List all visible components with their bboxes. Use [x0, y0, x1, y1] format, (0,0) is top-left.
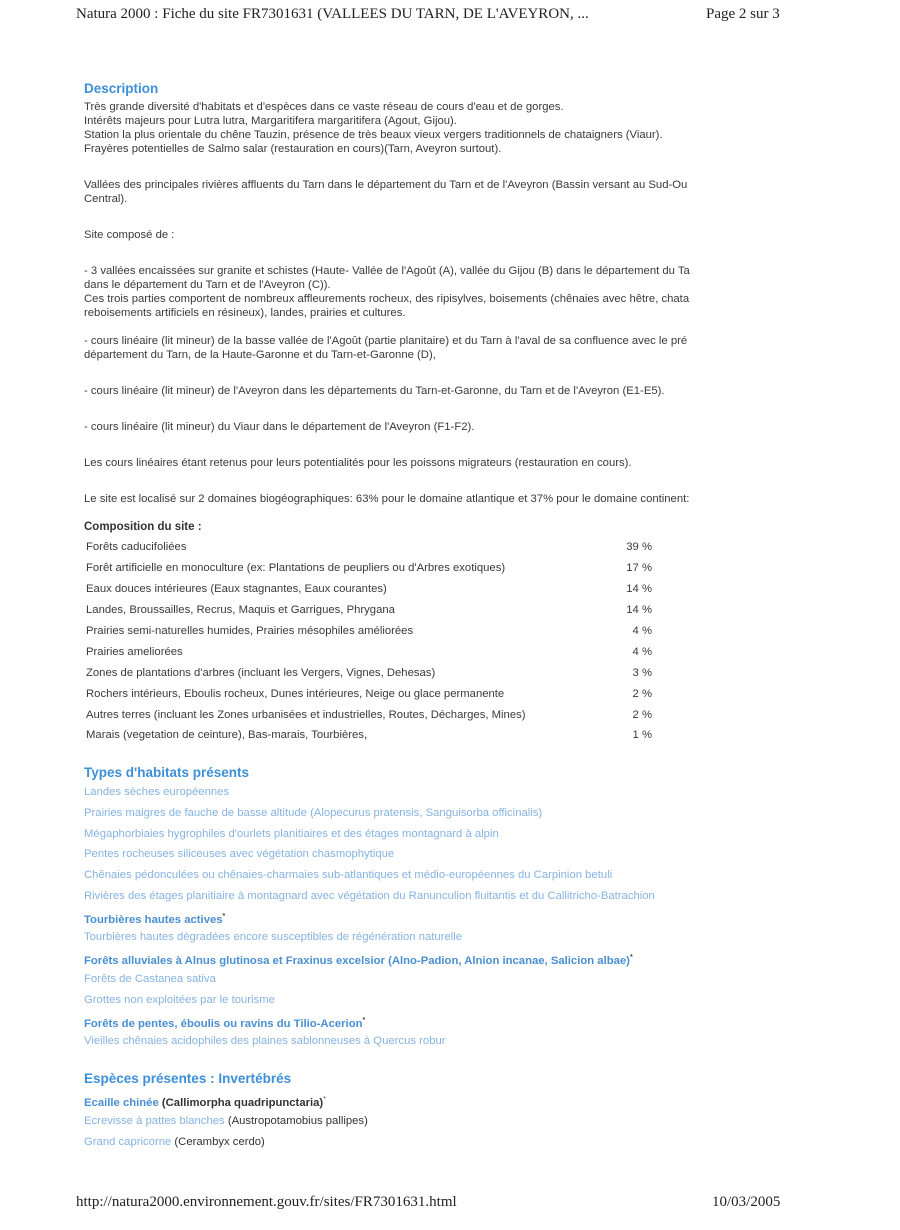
paragraph-domaines: Le site est localisé sur 2 domaines biogéographiques: 63% pour le domaine atlantique et 37% pour le domaine continent: — [84, 493, 690, 505]
site-compose-label: Site composé de : — [84, 229, 175, 241]
habitat-link[interactable]: Landes sèches européennes — [84, 785, 230, 798]
habitat-link-priority[interactable]: Tourbières hautes actives* — [84, 912, 226, 926]
composition-percent: 2 % — [632, 708, 652, 721]
table-row — [86, 683, 652, 704]
composition-label: Zones de plantations d'arbres (incluant les Vergers, Vignes, Dehesas) — [86, 666, 436, 679]
habitat-link-priority[interactable]: Forêts de pentes, éboulis ou ravins du Tilio-Acerion* — [84, 1016, 366, 1030]
table-row — [86, 621, 652, 642]
spacer — [84, 170, 794, 178]
paragraph-aveyron: - cours linéaire (lit mineur) de l'Aveyron dans les départements du Tarn-et-Garonne, du Tarn et de l'Aveyron (E1-E5). — [84, 385, 665, 397]
table-row — [86, 600, 652, 621]
composition-percent: 1 % — [632, 729, 652, 742]
species-scientific-name: (Cerambyx cerdo) — [174, 1135, 265, 1148]
priority-marker: * — [323, 1096, 326, 1104]
habitat-link[interactable]: Mégaphorbiaies hygrophiles d'ourlets planitiaires et des étages montagnard à alpin — [84, 827, 499, 840]
priority-marker: * — [362, 1016, 366, 1024]
description-line: Frayères potentielles de Salmo salar (restauration en cours)(Tarn, Aveyron surtout). — [84, 143, 502, 155]
print-footer-url: http://natura2000.environnement.gouv.fr/sites/FR7301631.html — [76, 1194, 457, 1210]
habitats-heading: Types d'habitats présents — [84, 764, 250, 780]
species-item — [84, 1090, 794, 1111]
composition-percent: 39 % — [626, 541, 652, 554]
composition-table — [86, 537, 652, 746]
table-row — [86, 725, 652, 746]
spacer — [84, 484, 794, 492]
composition-label: Landes, Broussailles, Recrus, Maquis et Garrigues, Phrygana — [86, 604, 395, 617]
spacer — [84, 320, 794, 334]
print-footer — [0, 1194, 900, 1216]
paragraph-agout: - cours linéaire (lit mineur) de la basse vallée de l'Agoût (partie planitaire) et du Tarn à l'aval de sa confluence avec le pré — [84, 335, 688, 347]
habitat-link[interactable]: Forêts de Castanea sativa — [84, 973, 216, 986]
spacer — [84, 156, 794, 170]
composition-label: Prairies semi-naturelles humides, Prairies mésophiles améliorées — [86, 625, 414, 637]
paragraph-vallees-cont: Central). — [84, 193, 128, 205]
habitat-link[interactable]: Tourbières hautes dégradées encore susceptibles de régénération naturelle — [84, 931, 463, 944]
spacer — [84, 470, 794, 484]
composition-percent: 14 % — [626, 583, 652, 596]
description-line: Très grande diversité d'habitats et d'espèces dans ce vaste réseau de cours d'eau et de gorges. — [84, 101, 564, 113]
table-row — [86, 558, 652, 579]
habitat-link[interactable]: Vieilles chênaies acidophiles des plaines sablonneuses à Quercus robur — [84, 1035, 446, 1048]
paragraph-3-vallees: Ces trois parties comportent de nombreux affleurements rocheux, des ripisylves, boisements (chênaies avec hêtre, chata — [84, 293, 690, 305]
composition-percent: 4 % — [632, 645, 652, 658]
paragraph-3-vallees: - 3 vallées encaissées sur granite et schistes (Haute- Vallée de l'Agoût (A), vallée du Gijou (B) dans le département du Ta — [84, 265, 690, 277]
spacer — [84, 376, 794, 384]
print-header-page-number: Page 2 sur 3 — [706, 6, 780, 22]
spacer — [84, 434, 794, 448]
species-item — [84, 1132, 794, 1153]
paragraph-3-vallees: reboisements artificiels en résineux), landes, prairies et cultures. — [84, 307, 406, 319]
site-sheet-content — [84, 80, 794, 1160]
habitat-link[interactable]: Rivières des étages planitiaire à montagnard avec végétation du Ranunculion fluitantis et du Callitricho-Batrachion — [84, 889, 655, 902]
table-row — [86, 641, 652, 662]
composition-label: Forêts caducifoliées — [86, 541, 187, 554]
species-scientific-name: (Callimorpha quadripunctaria) — [161, 1097, 324, 1110]
composition-percent: 4 % — [632, 625, 652, 637]
composition-percent: 17 % — [626, 562, 652, 575]
especes-list — [84, 1090, 794, 1152]
composition-label: Forêt artificielle en monoculture (ex: Plantations de peupliers ou d'Arbres exotiques) — [86, 562, 506, 575]
composition-percent: 3 % — [632, 666, 652, 679]
especes-heading: Espèces présentes : Invertébrés — [84, 1071, 292, 1087]
description-summary — [84, 100, 794, 156]
table-row — [86, 704, 652, 725]
spacer — [84, 362, 794, 376]
composition-label: Prairies ameliorées — [86, 645, 183, 658]
spacer — [84, 220, 794, 228]
spacer — [84, 412, 794, 420]
habitat-link[interactable]: Chênaies pédonculées ou chênaies-charmaies sub-atlantiques et médio-européennes du Carpinion betuli — [84, 869, 613, 882]
print-header-title: Natura 2000 : Fiche du site FR7301631 (VALLEES DU TARN, DE L'AVEYRON, ... — [76, 6, 589, 22]
composition-label: Rochers intérieurs, Eboulis rocheux, Dunes intérieures, Neige ou glace permanente — [86, 687, 505, 700]
species-common-name-link[interactable]: Ecrevisse à pattes blanches — [84, 1115, 225, 1128]
species-scientific-name: (Austropotamobius pallipes) — [227, 1115, 368, 1128]
composition-label: Eaux douces intérieures (Eaux stagnantes, Eaux courantes) — [86, 583, 387, 596]
species-common-name-link[interactable]: Ecaille chinée — [84, 1097, 159, 1110]
paragraph-migrateurs: Les cours linéaires étant retenus pour leurs potentialités pour les poissons migrateurs (restauration en cours). — [84, 457, 632, 469]
spacer — [84, 448, 794, 456]
table-row — [86, 662, 652, 683]
composition-label: Marais (vegetation de ceinture), Bas-marais, Tourbières, — [86, 729, 368, 742]
description-line: Station la plus orientale du chêne Tauzin, présence de très beaux vieux vergers traditionnels de chataigners (Viaur). — [84, 129, 663, 141]
habitat-link[interactable]: Grottes non exploitées par le tourisme — [84, 993, 275, 1006]
priority-marker: * — [629, 954, 633, 962]
composition-heading: Composition du site : — [84, 521, 202, 533]
spacer — [84, 242, 794, 256]
paragraph-agout: département du Tarn, de la Haute-Garonne et du Tarn-et-Garonne (D), — [84, 349, 436, 361]
table-row — [86, 537, 652, 558]
priority-marker: * — [222, 912, 226, 920]
species-item — [84, 1111, 794, 1132]
paragraph-vallees: Vallées des principales rivières affluents du Tarn dans le département du Tarn et de l'Aveyron (Bassin versant au Sud-Ou — [84, 179, 688, 191]
spacer — [84, 256, 794, 264]
paragraph-viaur: - cours linéaire (lit mineur) du Viaur dans le département de l'Aveyron (F1-F2). — [84, 421, 475, 433]
habitat-link[interactable]: Prairies maigres de fauche de basse altitude (Alopecurus pratensis, Sanguisorba officinalis) — [84, 806, 543, 819]
table-row — [86, 579, 652, 600]
description-heading: Description — [84, 81, 159, 96]
habitat-link[interactable]: Pentes rocheuses siliceuses avec végétation chasmophytique — [84, 848, 395, 861]
composition-percent: 14 % — [626, 604, 652, 617]
print-footer-date: 10/03/2005 — [712, 1194, 781, 1210]
print-header — [0, 6, 900, 28]
spacer — [84, 206, 794, 220]
habitats-list — [84, 782, 794, 1052]
composition-label: Autres terres (incluant les Zones urbanisées et industrielles, Routes, Décharges, Mines) — [86, 708, 526, 721]
description-line: Intérêts majeurs pour Lutra lutra, Margaritifera margaritifera (Agout, Gijou). — [84, 115, 457, 127]
species-common-name-link[interactable]: Grand capricorne — [84, 1135, 172, 1148]
paragraph-3-vallees: dans le département du Tarn et de l'Aveyron (C)). — [84, 279, 331, 291]
habitat-link-priority[interactable]: Forêts alluviales à Alnus glutinosa et Fraxinus excelsior (Alno-Padion, Alnion incanae, Salicion albae)* — [84, 954, 633, 968]
composition-percent: 2 % — [632, 687, 652, 700]
spacer — [84, 398, 794, 412]
